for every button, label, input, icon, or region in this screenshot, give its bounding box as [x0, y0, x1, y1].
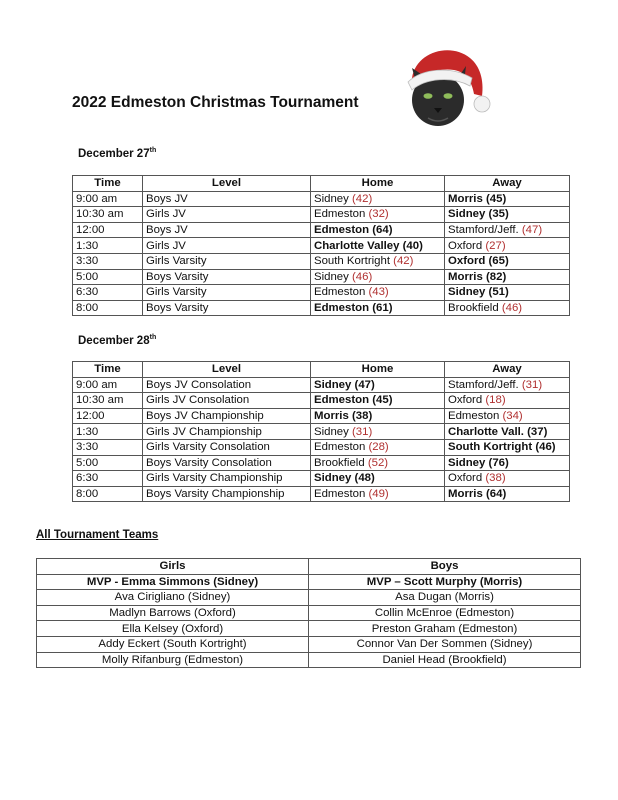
table-row — [73, 486, 570, 502]
away-team-name: Oxford — [448, 239, 483, 252]
home-team-name: Edmeston — [314, 224, 370, 237]
table-row — [37, 652, 581, 668]
home-team — [311, 455, 445, 471]
home-score: (48) — [354, 472, 375, 485]
away-team — [445, 471, 570, 487]
boys-player: Connor Van Der Sommen (Sidney) — [309, 636, 581, 652]
game-time: 1:30 — [73, 238, 143, 254]
home-score: (28) — [368, 441, 389, 454]
home-team-name: Edmeston — [314, 208, 366, 221]
away-team — [445, 393, 570, 409]
game-level: Boys JV Championship — [143, 408, 311, 424]
away-team-name: Sidney — [448, 208, 486, 221]
table-row — [73, 393, 570, 409]
away-team — [445, 439, 570, 455]
game-level: Boys Varsity Championship — [143, 486, 311, 502]
away-team — [445, 191, 570, 207]
away-score: (18) — [485, 394, 506, 407]
games-body — [73, 377, 570, 502]
away-team — [445, 285, 570, 301]
table-row — [73, 471, 570, 487]
away-team-name: Sidney — [448, 456, 486, 469]
away-team — [445, 408, 570, 424]
away-score: (47) — [521, 224, 543, 237]
away-team-name: Edmeston — [448, 410, 500, 423]
table-row — [73, 439, 570, 455]
boys-player: Asa Dugan (Morris) — [309, 590, 581, 606]
away-score: (65) — [488, 255, 509, 268]
away-score: (76) — [488, 456, 509, 469]
table-row — [73, 222, 570, 238]
home-score: (45) — [372, 394, 393, 407]
home-score: (31) — [352, 425, 373, 438]
table-row — [73, 253, 570, 269]
home-score: (40) — [402, 239, 423, 252]
game-level: Boys Varsity Consolation — [143, 455, 311, 471]
away-team-name: Oxford — [448, 394, 483, 407]
away-team-name: Morris — [448, 488, 483, 501]
boys-column-header: Boys — [309, 559, 581, 575]
boys-player: Daniel Head (Brookfield) — [309, 652, 581, 668]
table-row — [73, 285, 570, 301]
away-team-name: Stamford/Jeff. — [448, 224, 519, 237]
away-team — [445, 253, 570, 269]
away-team — [445, 207, 570, 223]
home-team-name: Charlotte Valley — [314, 239, 400, 252]
table-row — [37, 636, 581, 652]
home-team — [311, 300, 445, 316]
column-header-level: Level — [143, 176, 311, 192]
home-team — [311, 424, 445, 440]
mvp-row — [37, 574, 581, 590]
home-team — [311, 486, 445, 502]
teams-header-row — [37, 559, 581, 575]
home-score: (47) — [354, 378, 375, 391]
all-teams-heading: All Tournament Teams — [36, 529, 159, 541]
away-team-name: Brookfield — [448, 302, 499, 315]
all-teams-table — [36, 558, 581, 668]
away-score: (46) — [535, 441, 556, 454]
away-team-name: Oxford — [448, 472, 483, 485]
table-row — [73, 455, 570, 471]
girls-player: Addy Eckert (South Kortright) — [37, 636, 309, 652]
table-row — [73, 300, 570, 316]
game-time: 9:00 am — [73, 191, 143, 207]
games-body — [73, 191, 570, 316]
away-team-name: Morris — [448, 270, 483, 283]
column-header-time: Time — [73, 176, 143, 192]
away-score: (37) — [527, 425, 548, 438]
home-team — [311, 285, 445, 301]
game-time: 8:00 — [73, 300, 143, 316]
schedule-table-dec27 — [72, 175, 570, 316]
home-team — [311, 377, 445, 393]
home-team-name: Edmeston — [314, 286, 366, 299]
boys-player: Collin McEnroe (Edmeston) — [309, 605, 581, 621]
home-team — [311, 222, 445, 238]
game-level: Girls Varsity — [143, 285, 311, 301]
away-team — [445, 269, 570, 285]
game-time: 12:00 — [73, 408, 143, 424]
home-team-name: Morris — [314, 410, 349, 423]
away-score: (82) — [485, 270, 507, 283]
home-score: (43) — [368, 286, 389, 299]
game-level: Boys JV — [143, 222, 311, 238]
girls-player: Ava Cirigliano (Sidney) — [37, 590, 309, 606]
home-team-name: Sidney — [314, 472, 352, 485]
away-team — [445, 222, 570, 238]
home-team — [311, 471, 445, 487]
away-team — [445, 455, 570, 471]
away-score: (31) — [521, 378, 543, 391]
game-level: Boys JV — [143, 191, 311, 207]
home-score: (49) — [368, 488, 389, 501]
game-time: 9:00 am — [73, 377, 143, 393]
away-score: (64) — [485, 488, 507, 501]
girls-player: Madlyn Barrows (Oxford) — [37, 605, 309, 621]
home-team-name: Sidney — [314, 270, 349, 283]
column-header-time: Time — [73, 362, 143, 378]
day-heading-dec28: December 28th — [78, 334, 157, 347]
home-team-name: Sidney — [314, 425, 349, 438]
away-team-name: Stamford/Jeff. — [448, 378, 519, 391]
page-title: 2022 Edmeston Christmas Tournament — [72, 94, 359, 111]
home-score: (42) — [352, 192, 373, 205]
game-level: Boys Varsity — [143, 300, 311, 316]
away-score: (27) — [485, 239, 506, 252]
column-header-home: Home — [311, 176, 445, 192]
home-team-name: Edmeston — [314, 302, 370, 315]
table-row — [73, 207, 570, 223]
table-row — [37, 621, 581, 637]
game-level: Girls Varsity Championship — [143, 471, 311, 487]
table-row — [73, 377, 570, 393]
away-team — [445, 424, 570, 440]
home-team — [311, 253, 445, 269]
table-header-row — [73, 176, 570, 192]
game-level: Girls JV — [143, 238, 311, 254]
away-score: (45) — [485, 192, 507, 205]
away-team — [445, 238, 570, 254]
home-team — [311, 408, 445, 424]
game-time: 6:30 — [73, 471, 143, 487]
game-level: Girls Varsity — [143, 253, 311, 269]
table-row — [73, 408, 570, 424]
game-time: 10:30 am — [73, 393, 143, 409]
table-row — [73, 238, 570, 254]
game-level: Girls Varsity Consolation — [143, 439, 311, 455]
girls-column-header: Girls — [37, 559, 309, 575]
away-score: (46) — [501, 302, 523, 315]
away-team — [445, 377, 570, 393]
game-level: Boys Varsity — [143, 269, 311, 285]
game-level: Girls JV Championship — [143, 424, 311, 440]
away-team — [445, 486, 570, 502]
column-header-home: Home — [311, 362, 445, 378]
away-team-name: Charlotte Vall. — [448, 425, 524, 438]
schedule-table-dec28 — [72, 361, 570, 502]
home-team-name: Edmeston — [314, 441, 366, 454]
day-heading-dec27: December 27th — [78, 147, 157, 160]
away-team-name: Oxford — [448, 255, 486, 268]
column-header-level: Level — [143, 362, 311, 378]
home-score: (38) — [351, 410, 373, 423]
girls-player: Molly Rifanburg (Edmeston) — [37, 652, 309, 668]
away-team — [445, 300, 570, 316]
table-row — [37, 605, 581, 621]
game-time: 12:00 — [73, 222, 143, 238]
game-time: 8:00 — [73, 486, 143, 502]
home-team-name: Brookfield — [314, 456, 365, 469]
game-time: 3:30 — [73, 439, 143, 455]
boys-mvp: MVP – Scott Murphy (Morris) — [309, 574, 581, 590]
away-score: (38) — [485, 472, 506, 485]
boys-player: Preston Graham (Edmeston) — [309, 621, 581, 637]
home-team-name: Edmeston — [314, 394, 370, 407]
game-time: 5:00 — [73, 455, 143, 471]
game-time: 5:00 — [73, 269, 143, 285]
away-score: (34) — [502, 410, 523, 423]
table-row — [73, 424, 570, 440]
home-score: (42) — [393, 255, 414, 268]
home-team — [311, 191, 445, 207]
column-header-away: Away — [445, 362, 570, 378]
home-score: (52) — [367, 456, 389, 469]
column-header-away: Away — [445, 176, 570, 192]
girls-player: Ella Kelsey (Oxford) — [37, 621, 309, 637]
game-time: 1:30 — [73, 424, 143, 440]
game-time: 10:30 am — [73, 207, 143, 223]
away-score: (51) — [488, 286, 509, 299]
game-time: 6:30 — [73, 285, 143, 301]
game-level: Boys JV Consolation — [143, 377, 311, 393]
home-team-name: Sidney — [314, 378, 352, 391]
away-team-name: Morris — [448, 192, 483, 205]
home-score: (46) — [352, 270, 373, 283]
teams-body — [37, 574, 581, 668]
home-team — [311, 269, 445, 285]
home-team-name: Sidney — [314, 192, 349, 205]
home-team-name: Edmeston — [314, 488, 366, 501]
away-team-name: South Kortright — [448, 441, 533, 454]
table-row — [73, 269, 570, 285]
game-level: Girls JV — [143, 207, 311, 223]
home-team — [311, 393, 445, 409]
home-team — [311, 207, 445, 223]
home-team — [311, 238, 445, 254]
home-score: (64) — [372, 224, 393, 237]
table-row — [73, 191, 570, 207]
home-team-name: South Kortright — [314, 255, 390, 268]
table-header-row — [73, 362, 570, 378]
panther-santa-hat-icon — [398, 38, 494, 134]
game-time: 3:30 — [73, 253, 143, 269]
home-team — [311, 439, 445, 455]
table-row — [37, 590, 581, 606]
game-level: Girls JV Consolation — [143, 393, 311, 409]
away-score: (35) — [488, 208, 509, 221]
away-team-name: Sidney — [448, 286, 486, 299]
girls-mvp: MVP - Emma Simmons (Sidney) — [37, 574, 309, 590]
home-score: (32) — [368, 208, 389, 221]
home-score: (61) — [372, 302, 393, 315]
